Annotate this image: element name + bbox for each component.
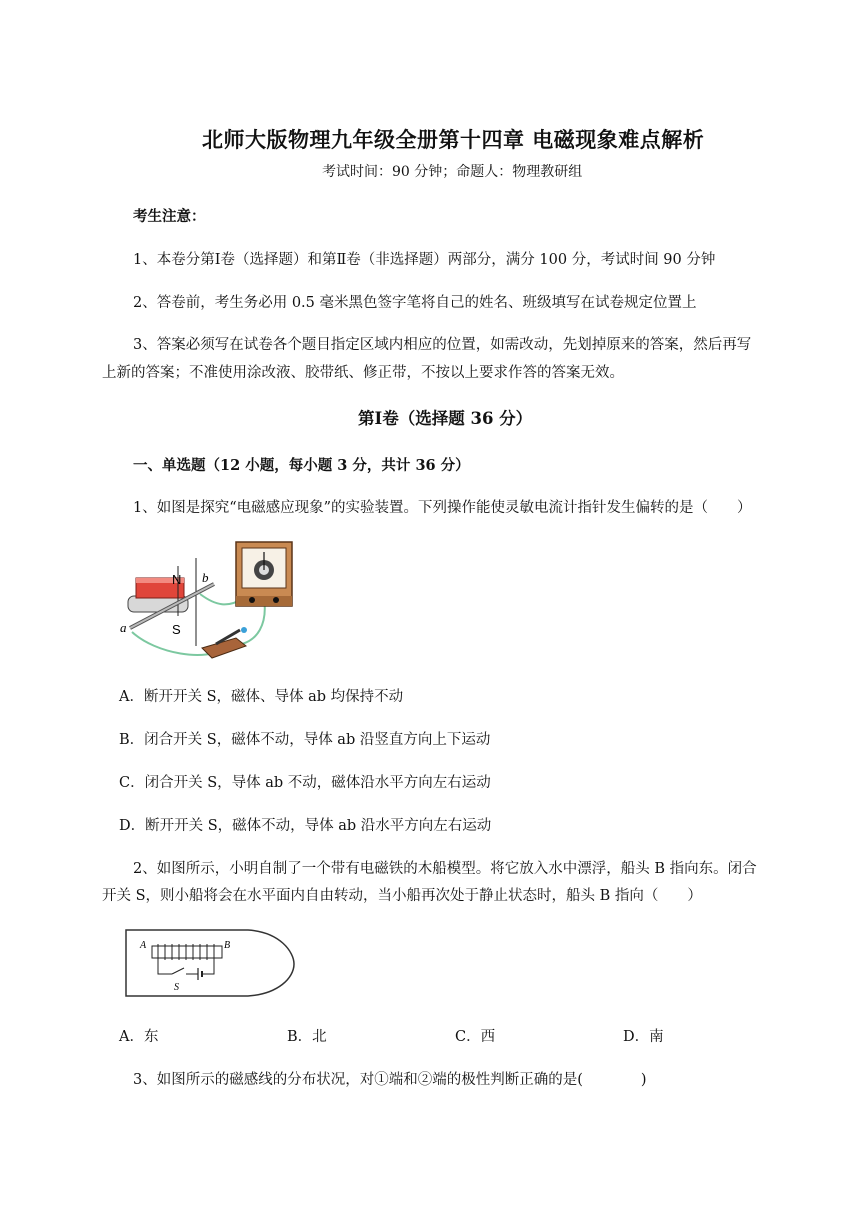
notice-item-3: 3、答案必须写在试卷各个题目指定区域内相应的位置，如需改动，先划掉原来的答案，然后再写: [133, 337, 752, 353]
question-3-stem: 3、如图所示的磁感线的分布状况，对①端和②端的极性判断正确的是( ): [133, 1072, 647, 1088]
notice-heading: 考生注意：: [133, 208, 206, 225]
question-1-option-d: D．断开开关 S，磁体不动，导体 ab 沿水平方向左右运动: [119, 818, 492, 834]
question-1-option-b: B．闭合开关 S，磁体不动，导体 ab 沿竖直方向上下运动: [119, 732, 491, 748]
notice-item-2: 2、答卷前，考生务必用 0.5 毫米黑色签字笔将自己的姓名、班级填写在试卷规定位置上: [133, 295, 697, 311]
figure-label-b: B: [224, 940, 231, 951]
induction-apparatus-figure: [116, 536, 312, 666]
figure-label-s: S: [174, 982, 179, 993]
page-title: 北师大版物理九年级全册第十四章 电磁现象难点解析: [202, 127, 705, 152]
notice-item-3-cont: 上新的答案；不准使用涂改液、胶带纸、修正带，不按以上要求作答的答案无效。: [102, 365, 624, 381]
notice-item-1: 1、本卷分第Ⅰ卷（选择题）和第Ⅱ卷（非选择题）两部分，满分 100 分，考试时间 90 分钟: [133, 252, 716, 268]
figure-label-n: N: [172, 572, 182, 587]
question-2-stem-line1: 2、如图所示，小明自制了一个带有电磁铁的木船模型。将它放入水中漂浮，船头 B 指向东。闭合: [133, 861, 757, 877]
figure-label-b: b: [202, 570, 209, 585]
figure-label-a: A: [140, 940, 147, 951]
question-1-stem: 1、如图是探究“电磁感应现象”的实验装置。下列操作能使灵敏电流计指针发生偏转的是（ ）: [133, 500, 752, 516]
section-heading: 一、单选题（12 小题，每小题 3 分，共计 36 分）: [133, 457, 470, 474]
question-2-option-a: A．东: [119, 1029, 159, 1045]
figure-label-s: S: [172, 622, 181, 637]
question-2-option-c: C．西: [455, 1029, 496, 1045]
boat-electromagnet-figure: [122, 926, 298, 1000]
question-2-stem-line2: 开关 S，则小船将会在水平面内自由转动，当小船再次处于静止状态时，船头 B 指向（ ）: [102, 888, 702, 904]
exam-info: 考试时间：90 分钟；命题人：物理教研组: [322, 164, 583, 180]
part-title: 第Ⅰ卷（选择题 36 分）: [358, 409, 533, 428]
question-2-option-b: B．北: [287, 1029, 327, 1045]
question-1-option-c: C．闭合开关 S，导体 ab 不动，磁体沿水平方向左右运动: [119, 775, 491, 791]
question-1-option-a: A．断开开关 S，磁体、导体 ab 均保持不动: [119, 689, 404, 705]
figure-label-a: a: [120, 620, 127, 635]
question-2-option-d: D．南: [623, 1029, 664, 1045]
